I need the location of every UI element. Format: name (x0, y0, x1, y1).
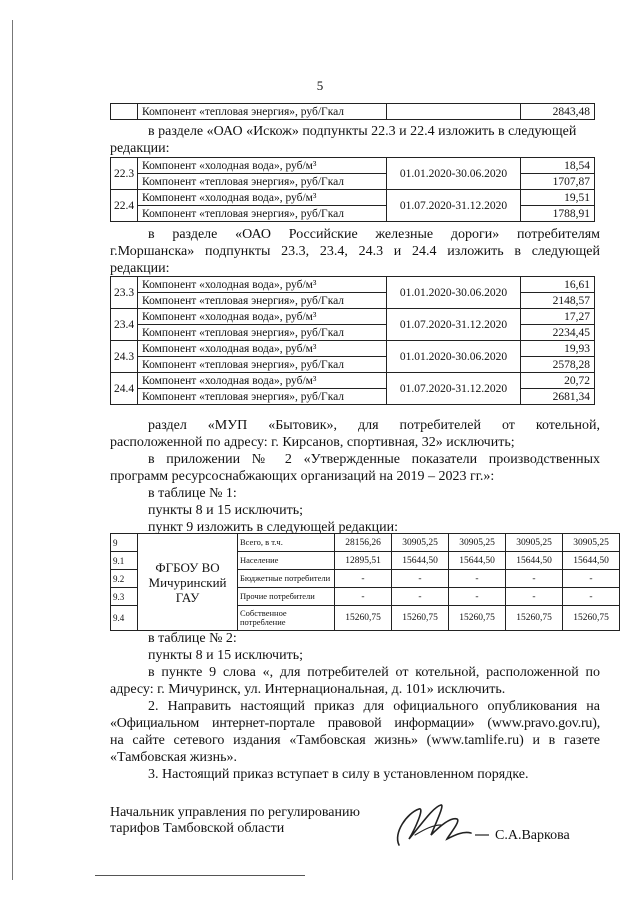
paragraph-exclude-8-15: пункты 8 и 15 исключить; (148, 503, 303, 518)
value-cell: - (563, 588, 620, 606)
paragraph-bytovik-line1: раздел «МУП «Бытовик», для потребителей от котельной, (148, 418, 600, 433)
row-number: 23.3 (111, 277, 138, 309)
paragraph-rzd-line3: редакции: (110, 261, 170, 276)
value-cell: 18,54 (521, 158, 595, 174)
component-cell: Компонент «холодная вода», руб/м³ (138, 277, 387, 293)
value-cell: - (449, 570, 506, 588)
scan-edge-line (12, 20, 13, 880)
paragraph-bytovik-line2: расположенной по адресу: г. Кирсанов, спортивная, 32» исключить; (110, 435, 515, 450)
table-row (111, 325, 595, 341)
value-cell: 30905,25 (563, 534, 620, 552)
handwritten-signature (385, 795, 495, 855)
value-cell: - (392, 570, 449, 588)
tariff-table-continuation (110, 103, 595, 120)
row-label: Прочие потребители (238, 588, 335, 606)
value-cell: 1707,87 (521, 174, 595, 190)
paragraph-rzd-line2: г.Моршанска» подпункты 23.3, 23.4, 24.3 и 24.4 изложить в следующей (110, 244, 600, 259)
signatory-title (110, 805, 360, 837)
tariff-table-rzd (110, 276, 595, 405)
row-label: Всего, в т.ч. (238, 534, 335, 552)
paragraph-item9: пункт 9 изложить в следующей редакции: (148, 520, 398, 535)
signatory-title-line1: Начальник управления по регулированию (110, 805, 360, 820)
component-cell: Компонент «тепловая энергия», руб/Гкал (138, 104, 387, 120)
tariff-table-iskozh (110, 157, 595, 222)
paragraph-table1: в таблице № 1: (148, 486, 237, 501)
row-number: 9 (111, 534, 138, 552)
value-cell: 20,72 (521, 373, 595, 389)
paragraph-effective: 3. Настоящий приказ вступает в силу в установленном порядке. (148, 767, 529, 782)
value-cell: 12895,51 (335, 552, 392, 570)
table-row (111, 373, 595, 389)
period-cell: 01.07.2020-31.12.2020 (387, 190, 521, 222)
value-cell: 15260,75 (449, 606, 506, 631)
footer-line (95, 875, 305, 876)
table-row (111, 309, 595, 325)
period-cell (387, 104, 521, 120)
row-number: 23.4 (111, 309, 138, 341)
page-number: 5 (316, 78, 324, 93)
component-cell: Компонент «холодная вода», руб/м³ (138, 309, 387, 325)
value-cell: 30905,25 (392, 534, 449, 552)
value-cell: - (506, 570, 563, 588)
paragraph-publish-line3: на сайте сетевого издания «Тамбовская жизнь» (www.tamlife.ru) и в газете (110, 733, 600, 748)
paragraph-exclude-8-15-t2: пункты 8 и 15 исключить; (148, 648, 303, 663)
component-cell: Компонент «тепловая энергия», руб/Гкал (138, 174, 387, 190)
value-cell: 19,93 (521, 341, 595, 357)
value-cell: 15260,75 (506, 606, 563, 631)
period-cell: 01.07.2020-31.12.2020 (387, 309, 521, 341)
value-cell: 15644,50 (506, 552, 563, 570)
paragraph-publish-line4: «Тамбовская жизнь». (110, 750, 237, 765)
value-cell: 19,51 (521, 190, 595, 206)
paragraph-iskozh-cont: редакции: (110, 141, 170, 156)
row-number (111, 104, 138, 120)
signatory-name: С.А.Варкова (495, 828, 570, 843)
row-label: Бюджетные потребители (238, 570, 335, 588)
value-cell: 30905,25 (449, 534, 506, 552)
value-cell: 2843,48 (521, 104, 595, 120)
table-row (111, 277, 595, 293)
row-number: 22.4 (111, 190, 138, 222)
table-row (111, 104, 595, 120)
paragraph-appendix-line2: программ ресурсоснабжающих организаций на 2019 – 2023 гг.»: (110, 469, 495, 484)
value-cell: - (449, 588, 506, 606)
table-row (111, 357, 595, 373)
value-cell: 15260,75 (335, 606, 392, 631)
row-number: 9.3 (111, 588, 138, 606)
paragraph-publish-line1: 2. Направить настоящий приказ для официального опубликования на (148, 699, 600, 714)
table-row (111, 534, 620, 552)
paragraph-line: в разделе «ОАО «Искож» подпункты 22.3 и 22.4 изложить в следующей (148, 124, 577, 139)
paragraph-publish-line2: «Официальном интернет-портале правовой информации» (www.pravo.gov.ru), (110, 716, 600, 731)
period-cell: 01.01.2020-30.06.2020 (387, 277, 521, 309)
component-cell: Компонент «тепловая энергия», руб/Гкал (138, 206, 387, 222)
value-cell: 17,27 (521, 309, 595, 325)
period-cell: 01.01.2020-30.06.2020 (387, 158, 521, 190)
value-cell: 2681,34 (521, 389, 595, 405)
value-cell: 15644,50 (563, 552, 620, 570)
row-number: 9.1 (111, 552, 138, 570)
organization-cell: ФГБОУ ВО Мичуринский ГАУ (138, 534, 238, 631)
value-cell: 28156,26 (335, 534, 392, 552)
row-number: 9.4 (111, 606, 138, 631)
component-cell: Компонент «холодная вода», руб/м³ (138, 190, 387, 206)
value-cell: - (392, 588, 449, 606)
row-number: 9.2 (111, 570, 138, 588)
table-row (111, 341, 595, 357)
value-cell: 15644,50 (392, 552, 449, 570)
signatory-title-line2: тарифов Тамбовской области (110, 821, 285, 836)
row-number: 24.3 (111, 341, 138, 373)
paragraph-rzd-line1: в разделе «ОАО Российские железные дороги» потребителям (148, 227, 600, 242)
component-cell: Компонент «холодная вода», руб/м³ (138, 341, 387, 357)
value-cell: 2578,28 (521, 357, 595, 373)
value-cell: 16,61 (521, 277, 595, 293)
row-label: Собственное потребление (238, 606, 335, 631)
table-row (111, 206, 595, 222)
table-row (111, 174, 595, 190)
value-cell: - (563, 570, 620, 588)
value-cell: 30905,25 (506, 534, 563, 552)
value-cell: 15260,75 (563, 606, 620, 631)
value-cell: - (335, 588, 392, 606)
component-cell: Компонент «холодная вода», руб/м³ (138, 158, 387, 174)
value-cell: 15644,50 (449, 552, 506, 570)
component-cell: Компонент «тепловая энергия», руб/Гкал (138, 357, 387, 373)
table-row (111, 389, 595, 405)
value-cell: - (335, 570, 392, 588)
value-cell: 15260,75 (392, 606, 449, 631)
row-number: 24.4 (111, 373, 138, 405)
component-cell: Компонент «холодная вода», руб/м³ (138, 373, 387, 389)
value-cell: - (506, 588, 563, 606)
component-cell: Компонент «тепловая энергия», руб/Гкал (138, 325, 387, 341)
value-cell: 2148,57 (521, 293, 595, 309)
period-cell: 01.07.2020-31.12.2020 (387, 373, 521, 405)
table-row (111, 158, 595, 174)
component-cell: Компонент «тепловая энергия», руб/Гкал (138, 389, 387, 405)
period-cell: 01.01.2020-30.06.2020 (387, 341, 521, 373)
paragraph-item9-words-line2: адресу: г. Мичуринск, ул. Интернациональная, д. 101» исключить. (110, 682, 506, 697)
value-cell: 1788,91 (521, 206, 595, 222)
paragraph-item9-words-line1: в пункте 9 слова «, для потребителей от котельной, расположенной по (148, 665, 600, 680)
value-cell: 2234,45 (521, 325, 595, 341)
production-program-table (110, 533, 620, 631)
row-number: 22.3 (111, 158, 138, 190)
paragraph-iskozh (148, 123, 576, 140)
table-row (111, 190, 595, 206)
component-cell: Компонент «тепловая энергия», руб/Гкал (138, 293, 387, 309)
paragraph-table2: в таблице № 2: (148, 631, 237, 646)
row-label: Население (238, 552, 335, 570)
table-row (111, 293, 595, 309)
paragraph-appendix-line1: в приложении № 2 «Утвержденные показатели производственных (148, 452, 600, 467)
